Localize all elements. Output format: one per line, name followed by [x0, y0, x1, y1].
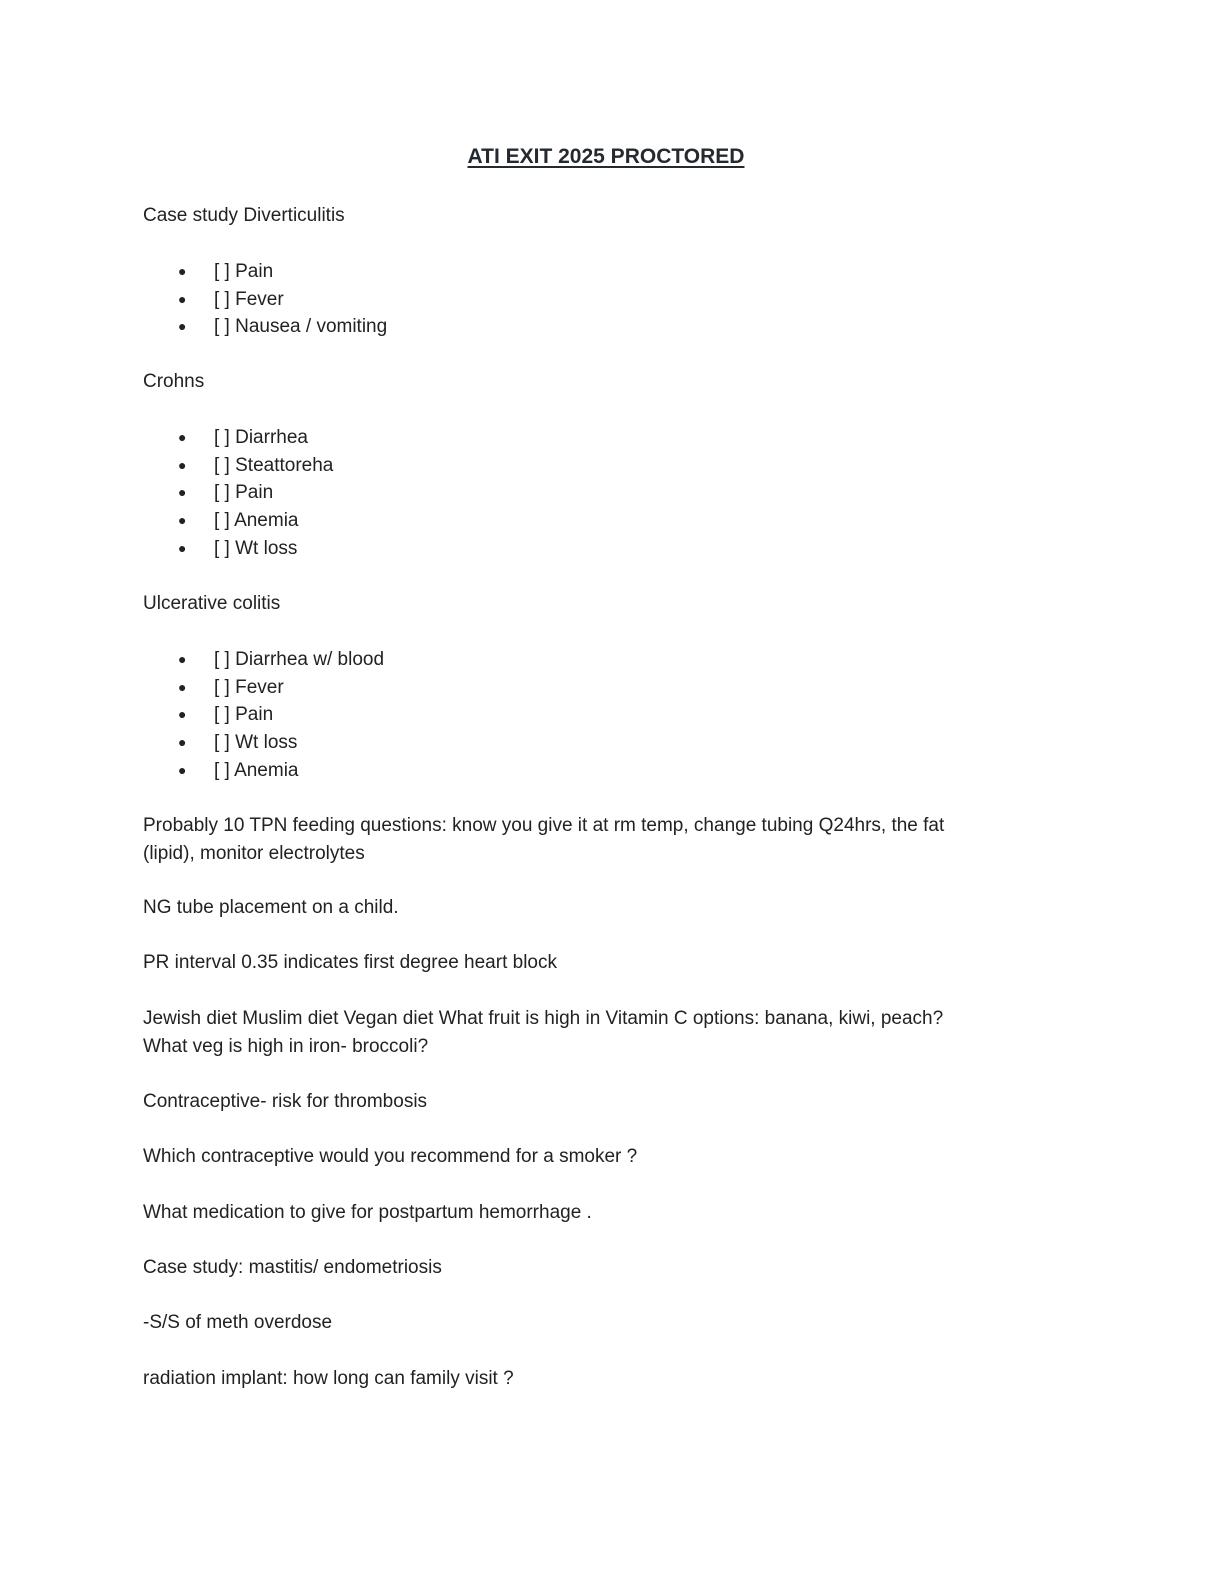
crohns-checklist [143, 424, 333, 562]
section-heading-diverticulitis: Case study Diverticulitis [143, 205, 345, 226]
list-item: ● [ ] Diarrhea w/ blood [143, 646, 384, 674]
paragraph-tpn: Probably 10 TPN feeding questions: know you give it at rm temp, change tubing Q24hrs, the fat (lipid), monitor electrolytes [143, 815, 945, 864]
list-item: ● [ ] Steattoreha [143, 452, 333, 480]
list-item: ● [ ] Fever [143, 286, 387, 314]
list-item: ● [ ] Wt loss [143, 729, 384, 757]
ulcerative-colitis-checklist [143, 646, 384, 784]
bullet-icon: ● [178, 318, 187, 335]
bullet-icon: ● [178, 512, 187, 529]
section-heading-ulcerative-colitis: Ulcerative colitis [143, 593, 281, 614]
bullet-icon: ● [178, 263, 187, 279]
diverticulitis-checklist [143, 258, 387, 341]
paragraph-postpartum: What medication to give for postpartum hemorrhage . [143, 1202, 592, 1223]
paragraph-radiation-implant: radiation implant: how long can family visit ? [143, 1368, 514, 1389]
list-item: ● [ ] Nausea / vomiting [143, 313, 387, 341]
paragraph-meth-overdose: -S/S of meth overdose [143, 1312, 333, 1333]
list-item: ● [ ] Diarrhea [143, 424, 333, 452]
list-item: ● [ ] Pain [143, 701, 384, 729]
list-item: ● [ ] Anemia [143, 757, 384, 785]
list-item: ● [ ] Pain [143, 479, 333, 507]
paragraph-diets: Jewish diet Muslim diet Vegan diet What fruit is high in Vitamin C options: banana, kiwi, peach? What veg is high in iron- broccoli? [143, 1008, 944, 1057]
list-item: ● [ ] Pain [143, 258, 387, 286]
paragraph-contraceptive-thrombosis: Contraceptive- risk for thrombosis [143, 1091, 428, 1112]
list-item: ● [ ] Anemia [143, 507, 333, 535]
bullet-icon: ● [178, 734, 187, 751]
paragraph-ng-tube: NG tube placement on a child. [143, 897, 399, 918]
bullet-icon: ● [178, 678, 187, 695]
list-item: ● [ ] Fever [143, 674, 384, 702]
list-item: ● [ ] Wt loss [143, 535, 333, 563]
bullet-icon: ● [178, 484, 187, 501]
paragraph-contraceptive-smoker: Which contraceptive would you recommend for a smoker ? [143, 1146, 638, 1167]
bullet-icon: ● [178, 539, 187, 556]
bullet-icon: ● [178, 651, 187, 667]
bullet-icon: ● [178, 429, 187, 445]
bullet-icon: ● [178, 706, 187, 723]
paragraph-mastitis: Case study: mastitis/ endometriosis [143, 1257, 442, 1278]
bullet-icon: ● [178, 290, 187, 307]
page-title: ATI EXIT 2025 PROCTORED [467, 145, 745, 168]
section-heading-crohns: Crohns [143, 371, 205, 392]
paragraph-pr-interval: PR interval 0.35 indicates first degree heart block [143, 952, 557, 973]
bullet-icon: ● [178, 456, 187, 473]
bullet-icon: ● [178, 761, 187, 778]
